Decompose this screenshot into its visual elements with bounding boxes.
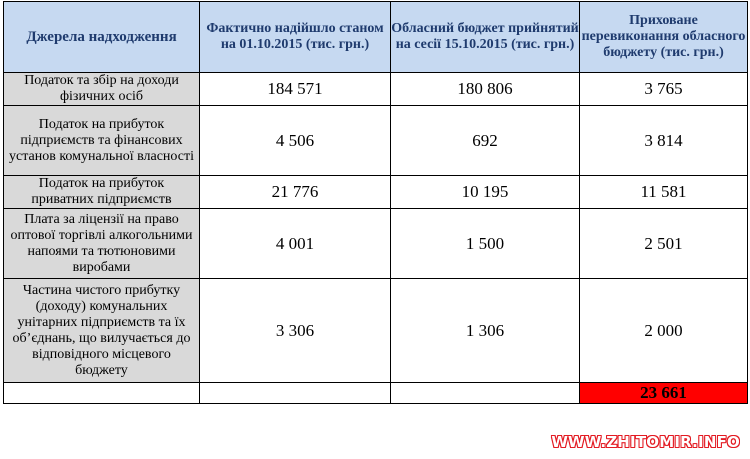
- row-hidden: 3 814: [580, 106, 748, 176]
- total-value: 23 661: [580, 383, 748, 404]
- row-hidden: 3 765: [580, 73, 748, 106]
- budget-table: [3, 1, 748, 404]
- total-empty-cell: [200, 383, 391, 404]
- row-source: Податок та збір на доходи фізичних осіб: [4, 73, 200, 106]
- row-budget: 180 806: [391, 73, 580, 106]
- total-empty-cell: [4, 383, 200, 404]
- table-row: [4, 73, 748, 106]
- header-source: Джерела надходження: [4, 2, 200, 73]
- table-row: [4, 279, 748, 383]
- row-actual: 184 571: [200, 73, 391, 106]
- row-actual: 4 506: [200, 106, 391, 176]
- row-actual: 21 776: [200, 176, 391, 209]
- row-hidden: 2 501: [580, 209, 748, 279]
- table-row: [4, 106, 748, 176]
- row-source: Податок на прибуток приватних підприємств: [4, 176, 200, 209]
- row-budget: 1 306: [391, 279, 580, 383]
- row-budget: 692: [391, 106, 580, 176]
- row-source: Плата за ліцензії на право оптової торгівлі алкогольними напоями та тютюновими виробами: [4, 209, 200, 279]
- row-actual: 4 001: [200, 209, 391, 279]
- row-hidden: 11 581: [580, 176, 748, 209]
- total-empty-cell: [391, 383, 580, 404]
- row-source: Частина чистого прибутку (доходу) комунальних унітарних підприємств та їх об’єднань, що вилучається до відповідного місцевого бюджету: [4, 279, 200, 383]
- site-watermark: WWW.ZHITOMIR.INFO: [551, 433, 740, 451]
- row-budget: 1 500: [391, 209, 580, 279]
- row-actual: 3 306: [200, 279, 391, 383]
- total-row: [4, 383, 748, 404]
- header-actual: Фактично надійшло станом на 01.10.2015 (тис. грн.): [200, 2, 391, 73]
- table-row: [4, 176, 748, 209]
- header-row: [4, 2, 748, 73]
- header-budget: Обласний бюджет прийнятий на сесії 15.10.2015 (тис. грн.): [391, 2, 580, 73]
- row-budget: 10 195: [391, 176, 580, 209]
- header-hidden: Приховане перевиконання обласного бюджету (тис. грн.): [580, 2, 748, 73]
- table-row: [4, 209, 748, 279]
- row-hidden: 2 000: [580, 279, 748, 383]
- row-source: Податок на прибуток підприємств та фінансових установ комунальної власності: [4, 106, 200, 176]
